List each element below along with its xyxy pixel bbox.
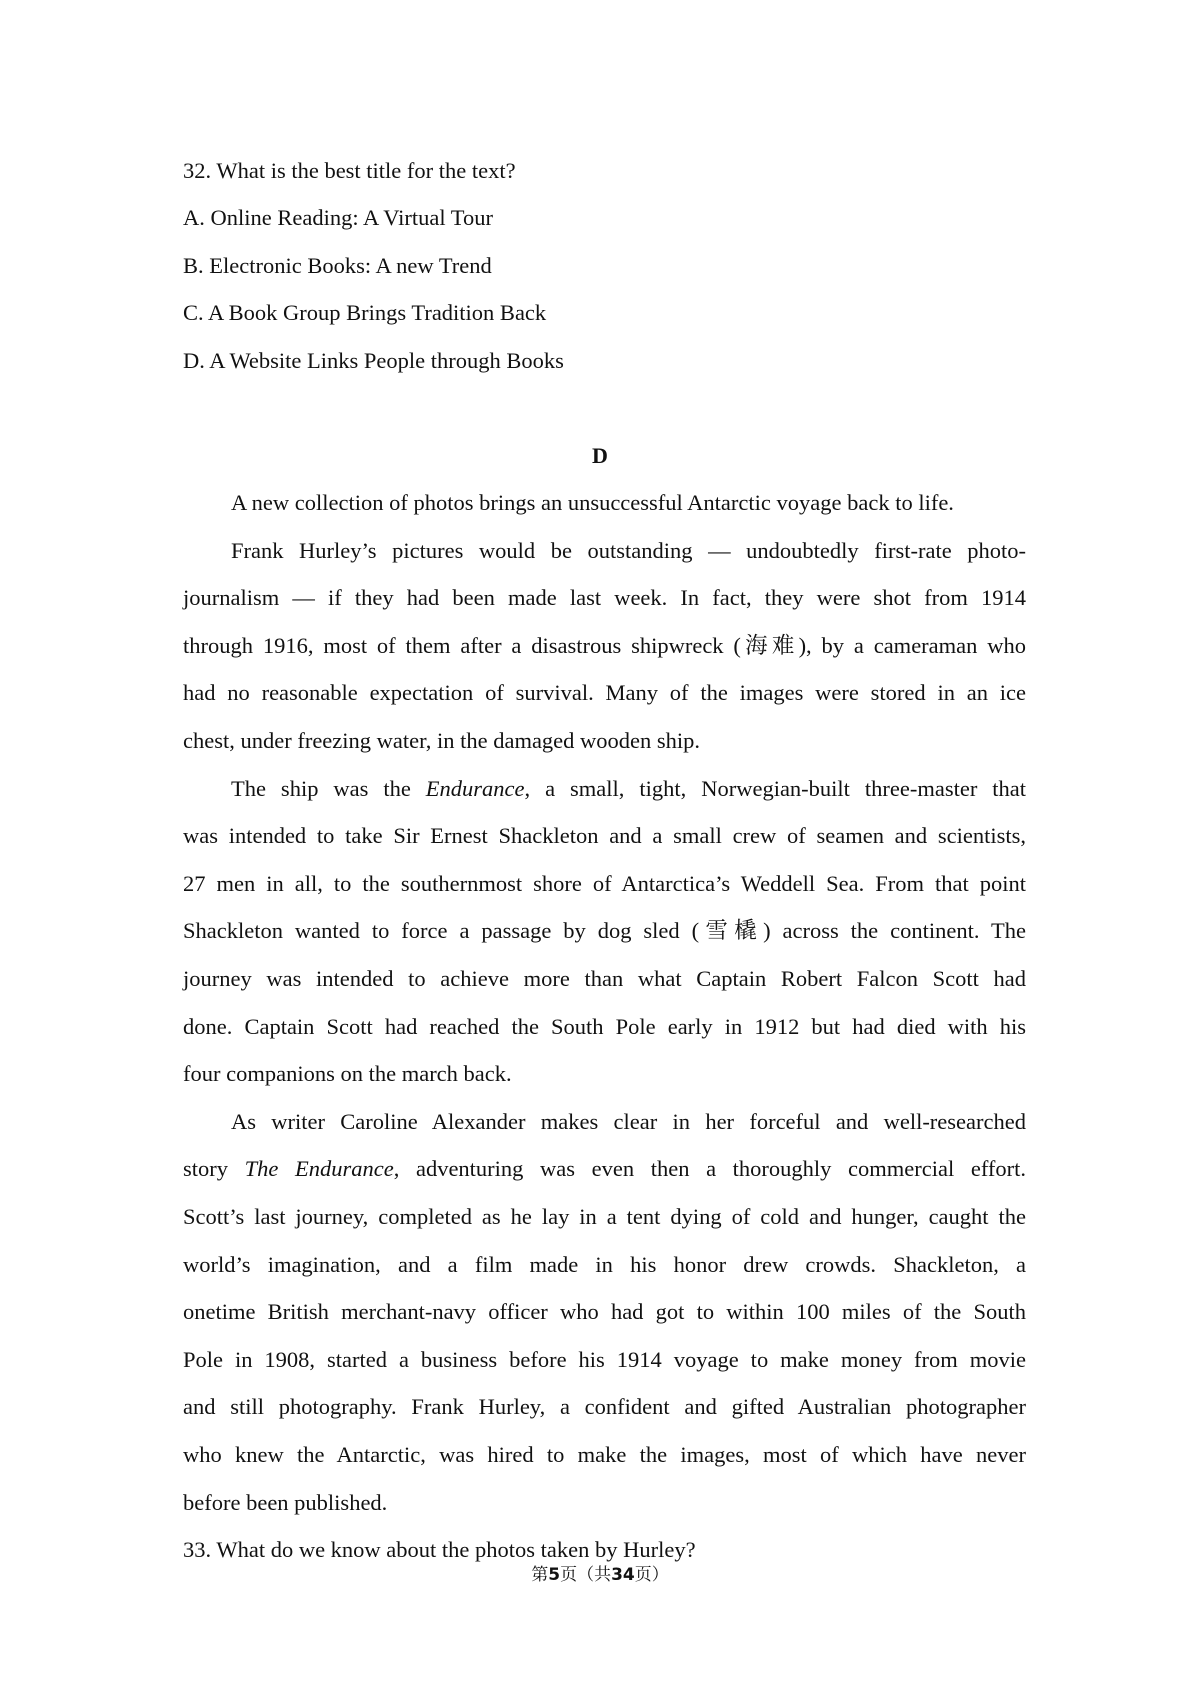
- passage-line: [183, 1295, 1026, 1329]
- passage-line: [231, 772, 1026, 806]
- text-segment: , a small, tight, Norwegian-built three-master that: [524, 776, 1027, 801]
- text-segment: Frank Hurley’s pictures would be outstanding — undoubtedly first-rate photo-: [231, 538, 1026, 563]
- text-segment: onetime British merchant-navy officer who had got to within 100 miles of the South: [183, 1299, 1026, 1324]
- question-32-option-d: D. A Website Links People through Books: [183, 348, 564, 373]
- passage-line: [231, 534, 1026, 568]
- passage-line: [183, 1486, 1026, 1520]
- passage-line: [231, 486, 1026, 520]
- question-32-stem: 32. What is the best title for the text?: [183, 158, 516, 183]
- text-segment: chest, under freezing water, in the damaged wooden ship.: [183, 728, 701, 753]
- text-segment: had no reasonable expectation of survival. Many of the images were stored in an ice: [183, 680, 1026, 705]
- passage-line: [183, 867, 1026, 901]
- italic-title: The Endurance: [244, 1156, 394, 1181]
- question-33-stem: 33. What do we know about the photos taken by Hurley?: [183, 1537, 696, 1562]
- passage-line: [183, 914, 1026, 948]
- text-segment: , adventuring was even then a thoroughly commercial effort.: [393, 1156, 1027, 1181]
- text-segment: four companions on the march back.: [183, 1061, 512, 1086]
- text-segment: before been published.: [183, 1490, 388, 1515]
- question-32-option-b: B. Electronic Books: A new Trend: [183, 253, 492, 278]
- passage-heading: D: [592, 443, 608, 468]
- passage-line: [183, 1438, 1026, 1472]
- footer-prefix: 第: [531, 1565, 549, 1585]
- footer-page-number: 5: [548, 1565, 561, 1585]
- text-segment: journalism — if they had been made last week. In fact, they were shot from 1914: [183, 585, 1026, 610]
- passage-line: [183, 1152, 1026, 1186]
- text-segment: Shackleton wanted to force a passage by dog sled (雪橇) across the continent. The: [183, 918, 1026, 943]
- italic-title: Endurance: [425, 776, 525, 801]
- passage-line: [183, 1248, 1026, 1282]
- passage-line: [231, 1105, 1026, 1139]
- text-segment: 27 men in all, to the southernmost shore of Antarctica’s Weddell Sea. From that point: [183, 871, 1026, 896]
- passage-line: [183, 819, 1026, 853]
- text-segment: through 1916, most of them after a disastrous shipwreck (海难), by a cameraman who: [183, 633, 1026, 658]
- passage-line: [183, 629, 1026, 663]
- text-segment: Scott’s last journey, completed as he lay in a tent dying of cold and hunger, caught the: [183, 1204, 1026, 1229]
- text-segment: A new collection of photos brings an unsuccessful Antarctic voyage back to life.: [231, 490, 954, 515]
- passage-line: [183, 724, 1026, 758]
- text-segment: and still photography. Frank Hurley, a confident and gifted Australian photographer: [183, 1394, 1026, 1419]
- page-footer: [0, 1562, 1200, 1588]
- footer-suffix: 页）: [634, 1565, 669, 1585]
- footer-middle: 页（共: [560, 1565, 612, 1585]
- text-segment: world’s imagination, and a film made in his honor drew crowds. Shackleton, a: [183, 1252, 1026, 1277]
- text-segment: journey was intended to achieve more than what Captain Robert Falcon Scott had: [183, 966, 1026, 991]
- passage-line: [183, 676, 1026, 710]
- passage-line: [183, 1343, 1026, 1377]
- text-segment: As writer Caroline Alexander makes clear in her forceful and well-researched: [231, 1109, 1026, 1134]
- question-32-option-a: A. Online Reading: A Virtual Tour: [183, 205, 493, 230]
- passage-line: [183, 581, 1026, 615]
- text-segment: was intended to take Sir Ernest Shackleton and a small crew of seamen and scientists,: [183, 823, 1026, 848]
- text-segment: Pole in 1908, started a business before his 1914 voyage to make money from movie: [183, 1347, 1026, 1372]
- question-32-option-c: C. A Book Group Brings Tradition Back: [183, 300, 547, 325]
- passage-line: [183, 962, 1026, 996]
- passage-line: [183, 1057, 1026, 1091]
- text-segment: done. Captain Scott had reached the South Pole early in 1912 but had died with his: [183, 1014, 1026, 1039]
- footer-total-pages: 34: [611, 1565, 635, 1585]
- text-segment: who knew the Antarctic, was hired to make the images, most of which have never: [183, 1442, 1026, 1467]
- passage-line: [183, 1200, 1026, 1234]
- text-segment: The ship was the: [231, 776, 426, 801]
- passage-line: [183, 1390, 1026, 1424]
- passage-line: [183, 1010, 1026, 1044]
- text-segment: story: [183, 1156, 245, 1181]
